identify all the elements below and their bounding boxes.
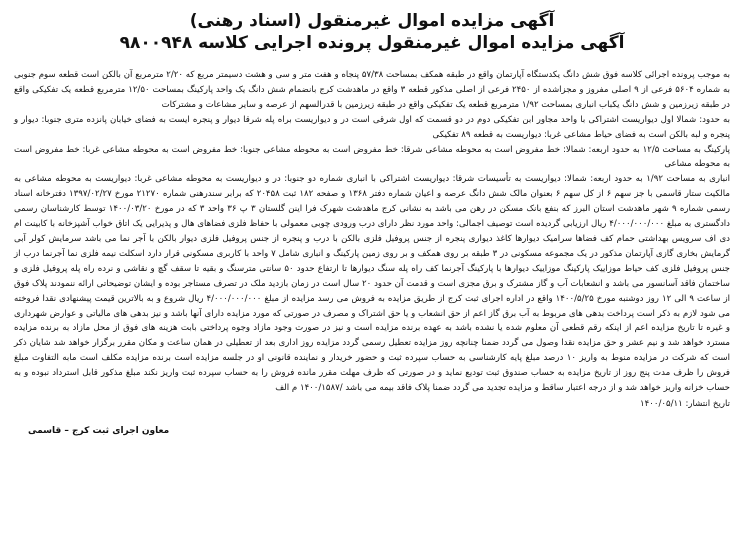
notice-title-main: آگهی مزایده اموال غیرمنقول (اسناد رهنی) — [189, 11, 555, 31]
notice-paragraph-parking: پارکینگ به مساحت ۱۲/۵ به حدود اربعه: شمالا: خط مفروض است به محوطه مشاعی شرقا: خط مفروض است به محوطه مشاعی جنوبا: خط مفروض است به محوطه مشاعی غربا: خط مفروض است به محوطه مشاعی — [14, 144, 730, 170]
publish-date: تاریخ انتشار: ۱۴۰۰/۰۵/۱۱ — [640, 398, 730, 409]
signature: معاون اجرای ثبت کرج – قاسمی — [28, 425, 170, 436]
notice-paragraph-boundaries: به حدود: شمالا اول دیواریست اشتراکی با واحد مجاور ابن تفکیکی دوم در دو قسمت که اول شرقی است در و دیواریست براه پله شرقا دیوار و پنجره ایست به فضای خیابان پانزده متری جنوبا: دیوار و پنجره و لبه بالکن است به فضای حیاط مشاعی غربا: دیواریست به قطعه ۸۹ تفکیکی — [14, 114, 730, 140]
notice-paragraph-details: انباری به مساحت ۱/۹۲ به حدود اربعه: شمالا: دیواریست به تأسیسات شرقا: دیواریست اشتراکی با انباری شماره دو جنوبا: در و دیواریست به محوطه مشاعی غربا: دیواریست به محوطه مشاعی به مالکیت ستار قاسمی با جز سهم ۶ از کل سهم ۶ بعنوان مالک شش دانگ عرصه و اعیان شماره دفتر ۱۳۶۸ و صفحه ۱۸۲ ثبت ۲۰۴۵۸ که برابر سندرهنی شماره ۲۱۲۷۰ مورخ ۱۳۹۷/۰۲/۲۷ دفترخانه اسناد رسمی شماره ۹ شهر ماهدشت استان البرز که بنفع بانک مسکن در رهن می باشد به نشانی کرج ماهدشت شهرک فرا اینن گلستان ۳ پ ۳۶ واحد ۳ که در مورخ ۱۴۰۰/۰۳/۲۰ توسط کارشناسان رسمی دادگستری به مبلغ ۴/۰۰۰/۰۰۰/۰۰۰ ریال ارزیابی گردیده است توصیف اجمالی: واحد مورد نظر دارای درب ورودی چوبی معمولی با حفاظ فلزی فضاهای هال و پذیرایی یک اتاق خواب آشپزخانه با کابینت ام دی اف سرویس بهداشتی حمام کف فضاها سرامیک دیوارها کاغذ دیواری پنجره از جنس پروفیل فلزی بالکن با درب و پنجره از جنس پروفیل فلزی دیوار بالکن با آجر نما می باشد سرمایش کولر آبی گرمایش بخاری گازی آپارتمان مذکور در یک مجموعه مسکونی در ۳ طبقه بر روی همکف و بر روی زمین پارکینگ و انباری شامل ۷ واحد با کاربری مسکونی قرار دارد اسکلت نیمه فلزی نما آجرنما درب از جنس پروفیل فلزی کف حیاط موزاییک پارکینگ موزاییک دیوارها با پارکینگ آجرنما کف راه پله سنگ دیوارها تا ارتفاع حدود ۵۰ سانتی مترسنگ و بقیه تا سقف گچ و نقاشی و نرده راه پله پروفیل فلزی و ساختمان فاقد آسانسور می باشد و انشعابات آب و گاز مشترک و برق مجزی است و قدمت آن حدود ۲۰ سال است در زمان بازدید ملک در تصرف مستاجر بوده و ایشان توضیحاتی ارائه ننمودند پلاک فوق از ساعت ۹ الی ۱۲ روز دوشنبه مورخ ۱۴۰۰/۵/۲۵ واقع در اداره اجرای ثبت کرج از طریق مزایده به فروش می رسد مزایده از مبلغ ۴/۰۰۰/۰۰۰/۰۰۰ ریال شروع و به بالاترین قیمت پیشنهادی نقدا فروخته می شود لازم به ذکر است پرداخت بدهی های مربوط به آب برق گاز اعم از حق انشعاب و یا حق اشتراک و مصرف در صورتی که مورد مزایده دارای آنها باشد و نیز بدهی های مالیاتی و عوارض شهرداری و غیره تا تاریخ مزایده اعم از اینکه رقم قطعی آن معلوم شده یا نشده باشد به عهده برنده مزایده است و نیز در صورت وجود مازاد وجوه پرداختی بابت هزینه های فوق از محل مازاد به برنده مزایده مسترد خواهد شد و نیم عشر و حق مزایده نقدا وصول می گردد ضمنا چنانچه روز مزایده تعطیل رسمی گردد مزایده روز اداری بعد از تعطیلی در همان ساعت و مکان مقرر برگزار خواهد شد شایان ذکر است که شرکت در مزایده منوط به واریز ۱۰ درصد مبلغ پایه کارشناسی به حساب سپرده ثبت و حضور خریدار و نماینده قانونی او در جلسه مزایده است برنده مزایده مکلف است مابه التفاوت مبلغ فروش را ظرف مدت پنج روز از تاریخ مزایده به حساب صندوق ثبت تودیع نماید و در صورتی که ظرف مهلت مقرر مانده فروش را به حساب سپرده ثبت واریز نکند مبلغ مذکور قابل استرداد نبوده و به حساب خزانه واریز خواهد شد و از درجه اعتبار ساقط و مزایده تجدید می گردد ضمنا پلاک فاقد بیمه می باشد /۱۴۰۰/۱۵۸۷ م الف — [14, 174, 731, 394]
notice-paragraph-property: به موجب پرونده اجرائی کلاسه فوق شش دانگ یکدستگاه آپارتمان واقع در طبقه همکف بمساحت ۵۷/۳۸ پنجاه و هفت متر و سی و هشت دسیمتر مربع که ۲/۲۰ مترمربع آن بالکن است قطعه سوم جنوبی به شماره ۵۶۰۴ فرعی از ۹ اصلی مفروز و مجزاشده از ۲۴۵۰ فرعی از اصلی مذکور قطعه ۳ واقع در ماهدشت کرج بانضمام شش دانگ یک واحد پارکینگ بمساحت ۱۲/۵۰ مترمربع قطعه یک تفکیکی واقع در طبقه زیرزمین و شش دانگ یکباب انباری بمساحت ۱/۹۲ مترمربع قطعه یک تفکیکی واقع در طبقه زیرزمین با قدرالسهم از عرصه و سایر مشاعات و مشترکات — [14, 70, 731, 110]
notice-title-sub: آگهی مزایده اموال غیرمنقول پرونده اجرایی کلاسه ۹۸۰۰۹۴۸ — [119, 33, 625, 53]
notice-body — [14, 68, 730, 396]
